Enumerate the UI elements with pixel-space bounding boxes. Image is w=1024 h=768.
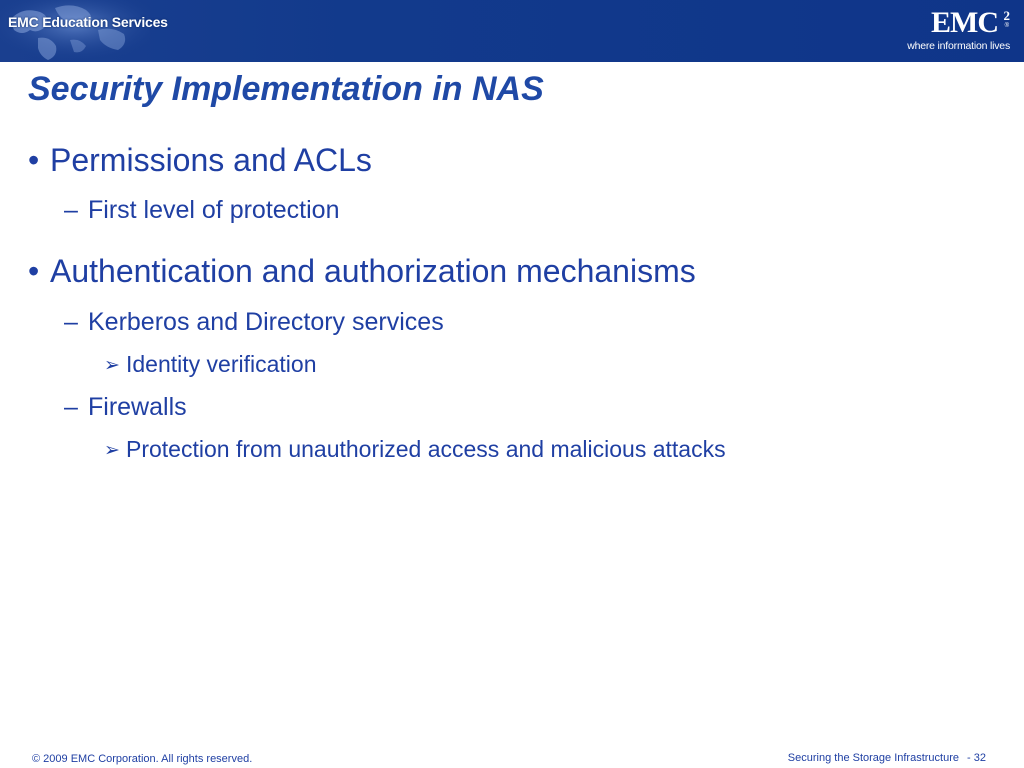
footer-module-info (788, 752, 986, 764)
logo-text: EMC (931, 6, 998, 39)
list-item (28, 253, 696, 290)
dash-marker: – (64, 308, 78, 336)
list-item-text: Permissions and ACLs (50, 142, 372, 178)
program-name: EMC Education Services (8, 14, 168, 30)
arrow-bullet-icon: ➢ (104, 355, 120, 376)
dash-marker: – (64, 393, 78, 421)
logo-superscript: 2 (1003, 8, 1010, 23)
dash-marker: – (64, 196, 78, 224)
list-item-text: Identity verification (126, 351, 317, 377)
module-title: Securing the Storage Infrastructure (787, 752, 960, 764)
copyright-notice: © 2009 EMC Corporation. All rights reserved. (32, 753, 253, 765)
list-item-text: Authentication and authorization mechanisms (50, 253, 696, 289)
logo-registered-mark: ® (1004, 23, 1009, 29)
list-item (104, 351, 316, 378)
emc-logo (890, 6, 1010, 56)
bullet-marker: • (28, 253, 40, 289)
list-item (64, 393, 187, 422)
list-item (104, 436, 726, 463)
arrow-bullet-icon: ➢ (104, 440, 120, 461)
page-separator: - (967, 752, 971, 764)
list-item-text: Kerberos and Directory services (88, 308, 444, 336)
list-item-text: Firewalls (88, 393, 187, 421)
globe-icon (0, 0, 150, 62)
list-item (64, 196, 340, 225)
list-item (64, 308, 444, 337)
logo-tagline: where information lives (907, 40, 1010, 52)
list-item (28, 142, 372, 179)
header-banner (0, 0, 1024, 62)
slide-title: Security Implementation in NAS (28, 70, 544, 108)
page-number: 32 (973, 752, 986, 764)
list-item-text: Protection from unauthorized access and malicious attacks (126, 436, 726, 462)
list-item-text: First level of protection (88, 196, 340, 224)
bullet-marker: • (28, 142, 40, 178)
